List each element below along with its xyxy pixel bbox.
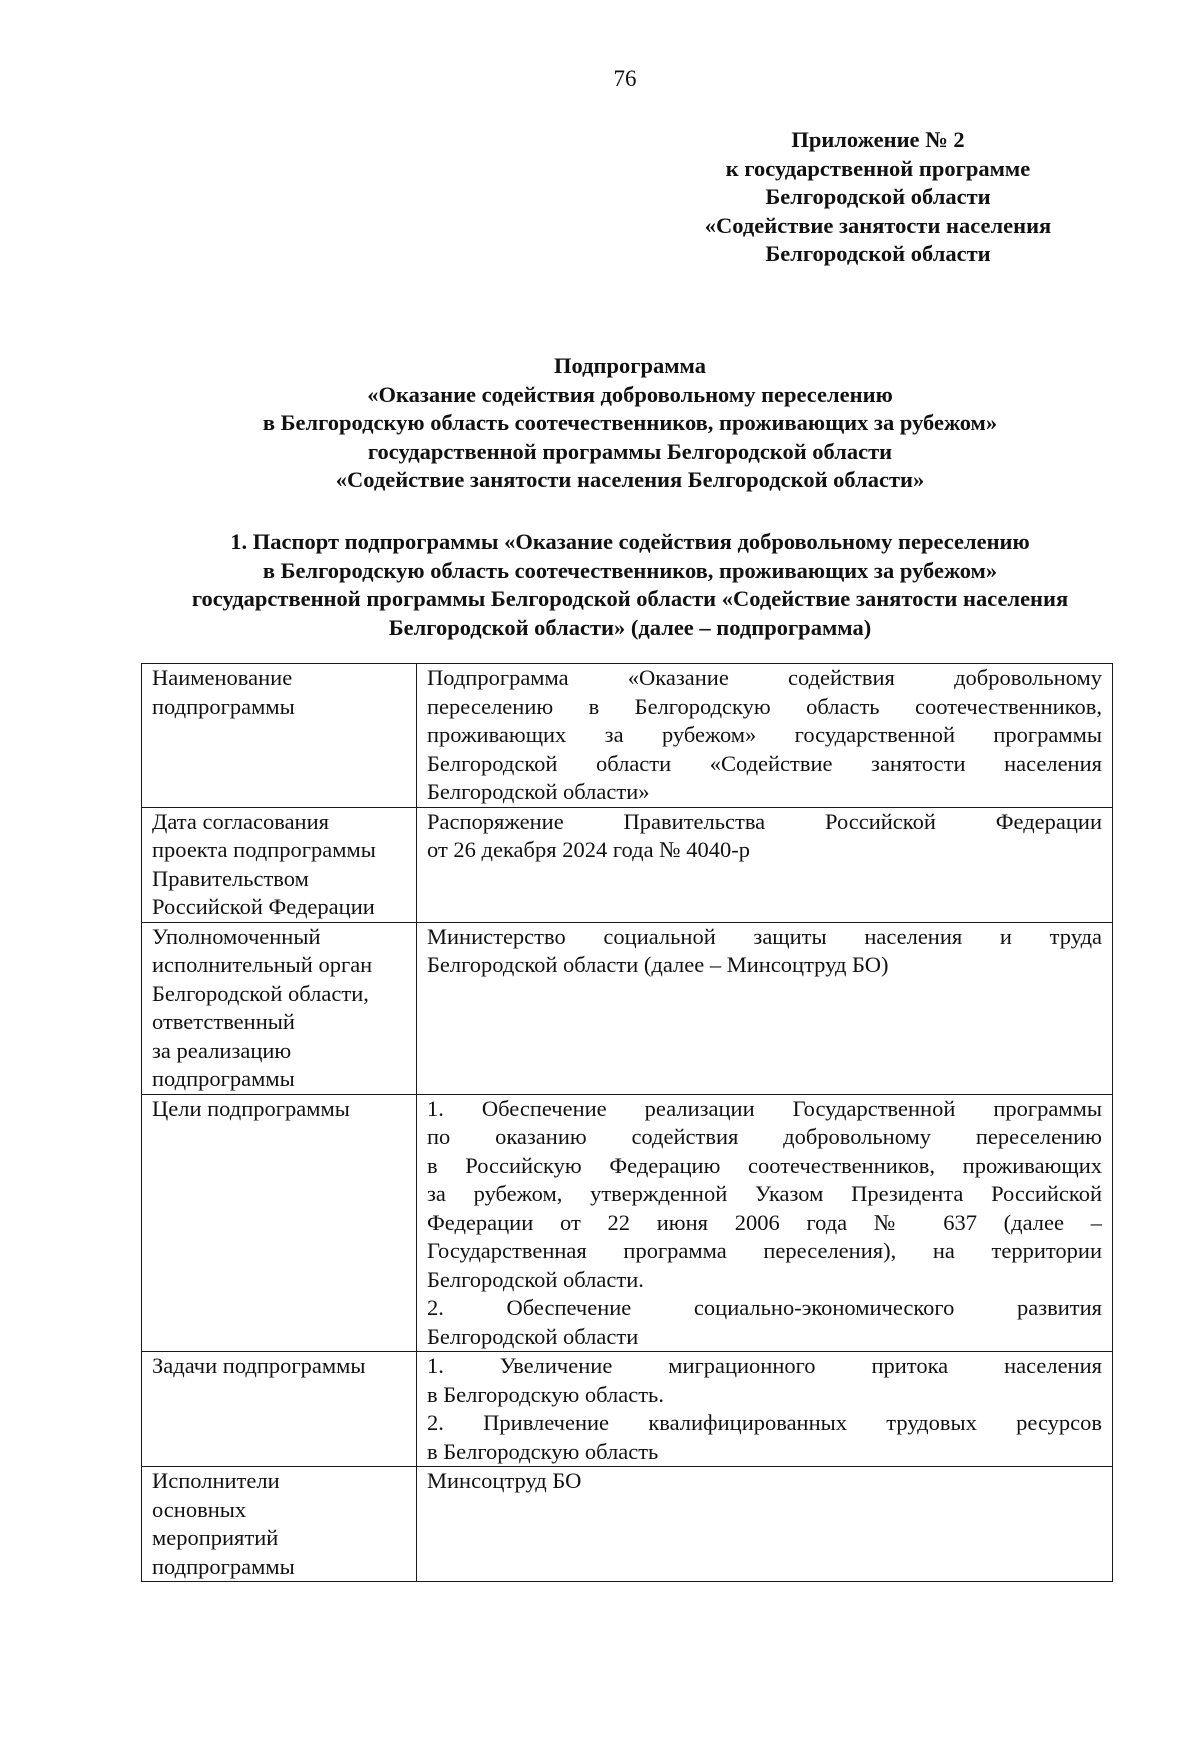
subprogram-title-line: Подпрограмма — [554, 353, 706, 378]
row-label — [142, 664, 417, 808]
label-line: ответственный — [152, 1009, 295, 1034]
row-value — [417, 807, 1113, 922]
label-line: за реализацию — [152, 1037, 292, 1063]
value-line: Белгородской области — [427, 1323, 639, 1349]
appendix-line: Белгородской области — [765, 241, 991, 266]
label-line: Дата согласования — [152, 808, 329, 834]
row-label — [142, 1094, 417, 1352]
row-value — [417, 1094, 1113, 1352]
passport-table — [141, 663, 1113, 1582]
appendix-line: к государственной программе — [725, 155, 1031, 181]
value-line: Государственная программа переселения), на территории — [427, 1238, 1102, 1263]
row-value — [417, 1352, 1113, 1467]
value-line: 1. Увеличение миграционного притока населения — [427, 1353, 1102, 1378]
value-line: 2. Обеспечение социально-экономического развития — [427, 1295, 1102, 1320]
value-line: 2. Привлечение квалифицированных трудовых ресурсов — [427, 1410, 1102, 1435]
label-line: Российской Федерации — [152, 894, 375, 919]
value-line: по оказанию содействия добровольному переселению — [427, 1124, 1102, 1149]
value-line: Белгородской области «Содействие занятости населения — [427, 750, 1102, 776]
subprogram-title-line: государственной программы Белгородской области — [367, 438, 893, 464]
label-line: Наименование — [152, 665, 293, 690]
label-line: мероприятий — [152, 1525, 279, 1550]
row-label — [142, 1352, 417, 1467]
row-value — [417, 664, 1113, 808]
passport-heading-line: в Белгородскую область соотечественников, проживающих за рубежом» — [262, 557, 998, 583]
value-line: 1. Обеспечение реализации Государственной программы — [427, 1095, 1102, 1121]
table-row — [142, 1467, 1113, 1582]
row-value — [417, 1467, 1113, 1582]
table-row — [142, 1094, 1113, 1352]
value-line: переселению в Белгородскую область соотечественников, — [427, 693, 1102, 719]
value-line: в Белгородскую область. — [427, 1381, 664, 1407]
row-label — [142, 1467, 417, 1582]
label-line: исполнительный орган — [152, 952, 373, 977]
value-line: Белгородской области. — [427, 1266, 644, 1292]
passport-heading-line: 1. Паспорт подпрограммы «Оказание содействия добровольному переселению — [230, 529, 1030, 554]
page-number: 76 — [613, 66, 637, 91]
subprogram-title-line: «Содействие занятости населения Белгородской области» — [335, 467, 925, 492]
subprogram-title-line: «Оказание содействия добровольному переселению — [367, 381, 893, 407]
value-line: от 26 декабря 2024 года № 4040-р — [427, 837, 751, 862]
row-label — [142, 922, 417, 1094]
value-line: Минсоцтруд БО — [427, 1468, 582, 1493]
label-line: Правительством — [152, 865, 309, 891]
label-line: основных — [152, 1496, 247, 1522]
value-line: в Российскую Федерацию соотечественников, проживающих — [427, 1152, 1102, 1178]
label-line: подпрограммы — [152, 693, 295, 719]
label-line: Уполномоченный — [152, 923, 321, 949]
row-label — [142, 807, 417, 922]
appendix-caption — [668, 126, 1088, 269]
row-value — [417, 922, 1113, 1094]
value-line: в Белгородскую область — [427, 1438, 659, 1464]
value-line: Распоряжение Правительства Российской Федерации — [427, 808, 1102, 834]
passport-heading — [135, 528, 1125, 642]
label-line: подпрограммы — [152, 1553, 295, 1579]
value-line: Белгородской области (далее – Минсоцтруд БО) — [427, 952, 889, 977]
appendix-line: Белгородской области — [765, 184, 991, 209]
label-line: Задачи подпрограммы — [152, 1353, 366, 1378]
appendix-line: «Содействие занятости населения — [704, 212, 1052, 238]
passport-heading-line: государственной программы Белгородской области «Содействие занятости населения — [191, 586, 1069, 611]
value-line: Министерство социальной защиты населения и труда — [427, 923, 1102, 949]
label-line: подпрограммы — [152, 1066, 295, 1091]
label-line: Цели подпрограммы — [152, 1095, 350, 1121]
label-line: Исполнители — [152, 1468, 280, 1493]
value-line: за рубежом, утвержденной Указом Президента Российской — [427, 1181, 1102, 1206]
table-row — [142, 664, 1113, 808]
value-line: Белгородской области» — [427, 779, 650, 804]
appendix-line: Приложение № 2 — [791, 127, 965, 152]
table-row — [142, 807, 1113, 922]
subprogram-title — [140, 352, 1120, 495]
value-line: Подпрограмма «Оказание содействия добровольному — [427, 665, 1102, 690]
subprogram-title-line: в Белгородскую область соотечественников, проживающих за рубежом» — [262, 410, 998, 435]
label-line: проекта подпрограммы — [152, 837, 376, 862]
passport-heading-line: Белгородской области» (далее – подпрограмма) — [388, 614, 872, 640]
label-line: Белгородской области, — [152, 980, 369, 1006]
table-row — [142, 1352, 1113, 1467]
value-line: Федерации от 22 июня 2006 года № 637 (далее – — [427, 1209, 1102, 1235]
table-row — [142, 922, 1113, 1094]
value-line: проживающих за рубежом» государственной программы — [427, 722, 1102, 747]
